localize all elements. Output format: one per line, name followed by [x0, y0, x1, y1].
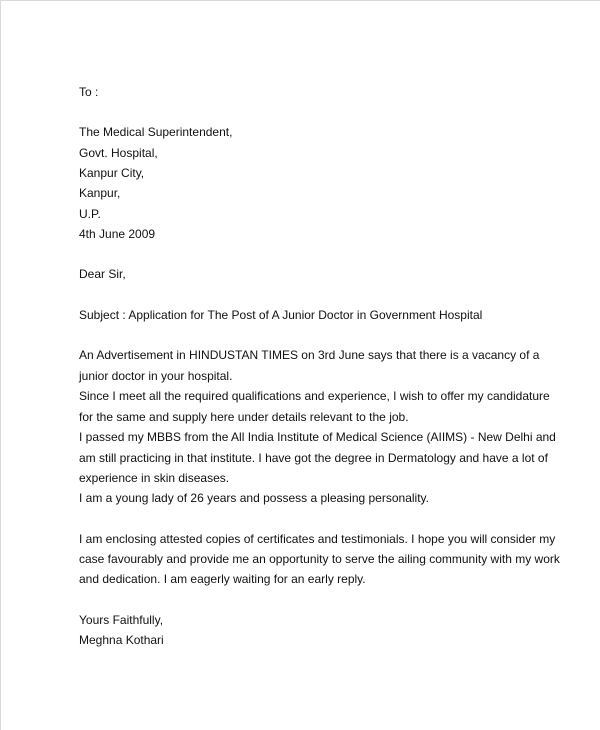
address-line: Kanpur, — [79, 186, 121, 200]
body-line: Since I meet all the required qualifications and experience, I wish to offer my candidature — [79, 389, 550, 403]
address-line: Kanpur City, — [79, 166, 145, 180]
body-line: An Advertisement in HINDUSTAN TIMES on 3rd June says that there is a vacancy of a — [79, 348, 540, 362]
body-line: am still practicing in that institute. I have got the degree in Dermatology and have a lot of — [79, 451, 548, 465]
salutation: Dear Sir, — [79, 267, 126, 281]
address-line: U.P. — [79, 207, 101, 221]
subject-line: Subject : Application for The Post of A Junior Doctor in Government Hospital — [79, 308, 483, 322]
body-line: experience in skin diseases. — [79, 471, 230, 485]
body-line: for the same and supply here under details relevant to the job. — [79, 410, 409, 424]
address-line: Govt. Hospital, — [79, 146, 158, 160]
body-line: junior doctor in your hospital. — [79, 369, 233, 383]
closing-line: I am enclosing attested copies of certificates and testimonials. I hope you will consider my — [79, 532, 556, 546]
address-line: The Medical Superintendent, — [79, 125, 233, 139]
body-line: I passed my MBBS from the All India Institute of Medical Science (AIIMS) - New Delhi and — [79, 430, 556, 444]
letter-date: 4th June 2009 — [79, 227, 156, 241]
signoff: Yours Faithfully, — [79, 613, 164, 627]
closing-line: and dedication. I am eagerly waiting for an early reply. — [79, 572, 366, 586]
signature-name: Meghna Kothari — [79, 633, 164, 647]
body-line: I am a young lady of 26 years and possess a pleasing personality. — [79, 491, 429, 505]
to-label: To : — [79, 85, 99, 99]
closing-line: case favourably and provide me an opportunity to serve the ailing community with my work — [79, 552, 560, 566]
